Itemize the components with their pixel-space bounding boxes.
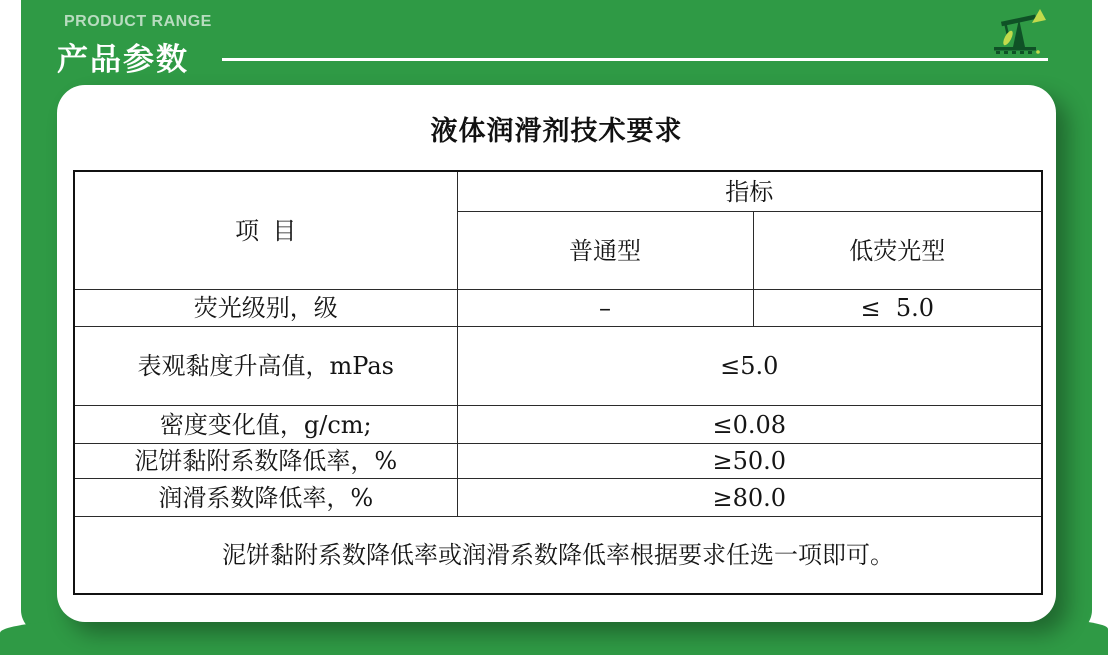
- col-header-item: 项目: [74, 171, 457, 290]
- row-value-merged: ≥50.0: [457, 444, 1042, 479]
- table-row: [74, 327, 1042, 406]
- table-title: 液体润滑剂技术要求: [430, 116, 683, 146]
- row-value-low-fluorescence: ≤ 5.0: [753, 290, 1042, 327]
- row-item-label: 荧光级别，级: [74, 290, 457, 327]
- row-item-label: 表观黏度升高值，mPas: [74, 327, 457, 406]
- table-row: [74, 479, 1042, 517]
- section-eyebrow: PRODUCT RANGE: [64, 13, 212, 30]
- table-row: [74, 406, 1042, 444]
- row-item-label: 润滑系数降低率，%: [74, 479, 457, 517]
- spec-table: [73, 170, 1043, 595]
- row-value-merged: ≤0.08: [457, 406, 1042, 444]
- table-footnote: 泥饼黏附系数降低率或润滑系数降低率根据要求任选一项即可。: [74, 517, 1042, 595]
- bottom-green-band: [0, 619, 1108, 655]
- row-value-normal: –: [457, 290, 753, 327]
- table-header-row: [74, 171, 1042, 212]
- pumpjack-icon: [988, 9, 1050, 57]
- col-header-index: 指标: [457, 171, 1042, 212]
- table-row: [74, 290, 1042, 327]
- row-value-merged: ≤5.0: [457, 327, 1042, 406]
- row-value-merged: ≥80.0: [457, 479, 1042, 517]
- col-subheader-normal: 普通型: [457, 212, 753, 290]
- row-item-label: 密度变化值，g/cm;: [74, 406, 457, 444]
- row-item-label: 泥饼黏附系数降低率，%: [74, 444, 457, 479]
- col-subheader-low-fluorescence: 低荧光型: [753, 212, 1042, 290]
- content-card: [57, 85, 1056, 622]
- table-row: [74, 444, 1042, 479]
- table-footnote-row: [74, 517, 1042, 595]
- header-divider-line: [222, 58, 1048, 61]
- page-title: 产品参数: [57, 42, 189, 77]
